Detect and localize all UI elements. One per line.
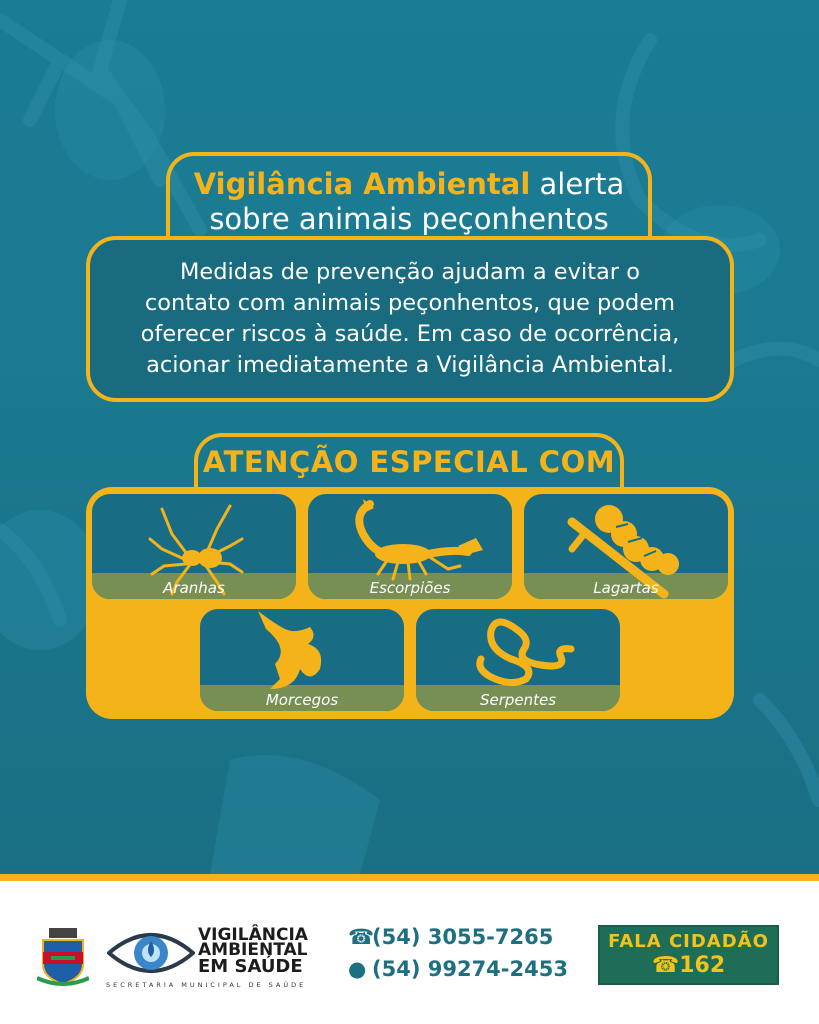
fala-title: FALA CIDADÃO — [608, 931, 769, 952]
attention-heading-box — [194, 433, 624, 495]
logo-line-1: VIGILÂNCIA — [198, 925, 308, 945]
animal-label: Aranhas — [163, 579, 225, 597]
animal-tile-serpentes — [412, 605, 624, 715]
phone-icon: ☎ — [651, 953, 680, 978]
phone-contact[interactable] — [348, 925, 553, 949]
phone-icon: ☎ — [348, 925, 375, 949]
attention-heading: ATENÇÃO ESPECIAL COM — [202, 445, 616, 479]
animal-label: Lagartas — [593, 579, 659, 597]
phone-number: (54) 3055-7265 — [372, 925, 554, 949]
fala-number-row — [600, 953, 777, 978]
vigilancia-logo-icon — [107, 923, 195, 981]
whatsapp-contact[interactable] — [348, 957, 568, 981]
municipal-crest-icon — [37, 928, 89, 986]
intro-line-1: Medidas de prevenção ajudam a evitar o — [180, 259, 640, 285]
logo-title — [198, 925, 308, 977]
page-title — [170, 166, 648, 202]
fala-cidadao-badge[interactable] — [598, 925, 779, 985]
logo-subtitle: SECRETARIA MUNICIPAL DE SAÚDE — [106, 981, 307, 989]
whatsapp-icon: ● — [348, 957, 367, 981]
title-rest: alerta — [530, 167, 625, 201]
title-box — [166, 152, 652, 242]
animal-tile-escorpioes — [304, 490, 516, 603]
animal-tile-morcegos — [196, 605, 408, 715]
intro-line-3: oferecer riscos à saúde. Em caso de ocorrência, — [140, 321, 680, 347]
title-highlight: Vigilância Ambiental — [193, 167, 531, 201]
animal-label: Morcegos — [265, 691, 339, 709]
page-subtitle: sobre animais peçonhentos — [209, 202, 609, 236]
animals-panel — [86, 487, 734, 719]
animal-label: Serpentes — [479, 691, 557, 709]
whatsapp-number: (54) 99274-2453 — [372, 957, 568, 981]
logo-line-2: AMBIENTAL — [198, 940, 308, 960]
animal-tile-aranhas — [88, 490, 300, 603]
animal-tile-lagartas — [520, 490, 732, 603]
intro-line-2: contato com animais peçonhentos, que podem — [144, 290, 676, 316]
animal-label: Escorpiões — [369, 579, 451, 597]
intro-line-4: acionar imediatamente a Vigilância Ambiental. — [146, 352, 674, 378]
footer — [0, 874, 819, 1024]
intro-box — [86, 236, 734, 402]
logo-line-3: EM SAÚDE — [198, 956, 303, 977]
fala-number: 162 — [679, 953, 726, 978]
